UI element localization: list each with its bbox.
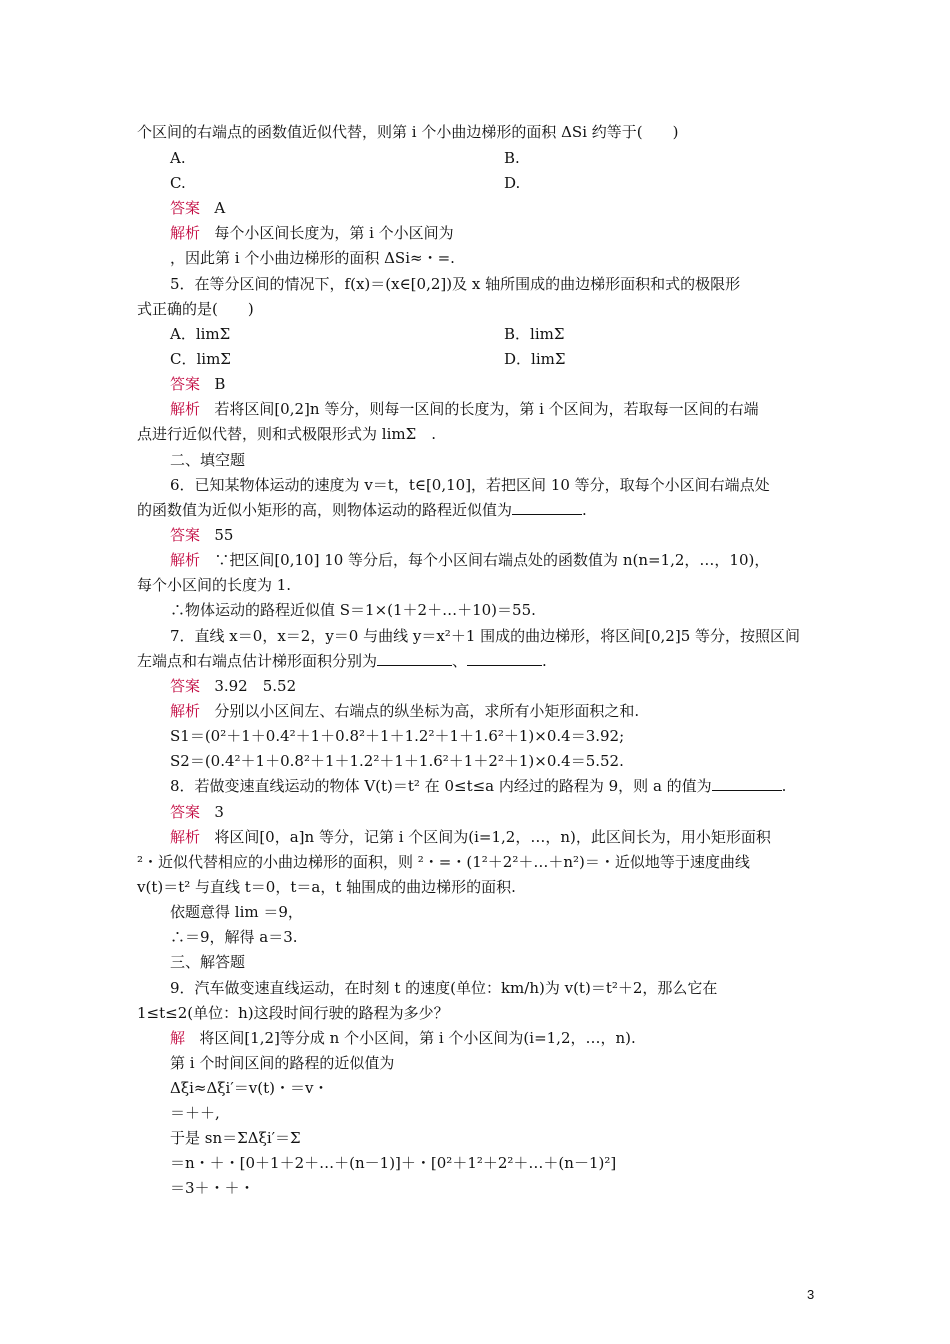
q5-option-d: D．limΣ — [504, 350, 566, 368]
q5-stem-cont: 式正确的是( ) — [137, 300, 254, 318]
section-solution: 三、解答题 — [170, 953, 246, 971]
answer-value: 55 — [214, 526, 234, 544]
q8-conclusion: ∴＝9，解得 a＝3. — [170, 928, 298, 946]
q4-analysis-cont: ，因此第 i 个小曲边梯形的面积 ΔSi≈・=. — [170, 249, 455, 267]
answer-blank — [467, 651, 542, 666]
q6-stem-cont: 的函数值为近似小矩形的高，则物体运动的路程近似值为 . — [137, 501, 587, 519]
q8-analysis-cont: ²・近似代替相应的小曲边梯形的面积，则 ²・=・(1²＋2²＋…＋n²)＝・近似地等于速度曲线 — [137, 853, 750, 871]
section-fill-in: 二、填空题 — [170, 451, 246, 469]
analysis-text: 每个小区间长度为，第 i 个小区间为 — [214, 224, 454, 242]
solution-text: 将区间[1,2]等分成 n 个小区间，第 i 个小区间为(i=1,2，…，n). — [199, 1029, 636, 1047]
q4-answer — [170, 198, 225, 218]
q9-step-5: ＝n・＋・[0＋1＋2＋…＋(n－1)]＋・[0²＋1²＋2²＋…＋(n－1)²] — [170, 1154, 617, 1172]
q9-step-6: ＝3＋・＋・ — [170, 1179, 255, 1197]
q8-stem: 8．若做变速直线运动的物体 V(t)＝t² 在 0≤t≤a 内经过的路程为 9，则 a 的值为 . — [170, 777, 787, 795]
q5-option-a: A．limΣ — [170, 325, 231, 343]
answer-value: 3.92 5.52 — [214, 677, 297, 695]
q9-stem-cont: 1≤t≤2(单位：h)这段时间行驶的路程为多少？ — [137, 1004, 449, 1022]
q7-stem-cont: 左端点和右端点估计梯形面积分别为 、 . — [137, 652, 547, 670]
q4-stem-tail: 个区间的右端点的函数值近似代替，则第 i 个小曲边梯形的面积 ΔSi 约等于( ) — [137, 123, 679, 141]
q9-solution — [170, 1028, 636, 1048]
q9-step-2: Δξi≈Δξi′＝v(t)・＝v・ — [170, 1079, 329, 1097]
q4-analysis — [170, 223, 454, 243]
q6-analysis — [170, 550, 769, 570]
analysis-label: 解析 — [170, 400, 201, 418]
q5-option-c: C．limΣ — [170, 350, 231, 368]
analysis-text: ∵把区间[0,10] 10 等分后，每个小区间右端点处的函数值为 n(n=1,2，…，10)， — [214, 551, 770, 569]
answer-value: 3 — [214, 803, 224, 821]
q4-option-d: D. — [504, 174, 521, 192]
answer-label: 答案 — [170, 526, 201, 544]
q6-analysis-cont: 每个小区间的长度为 1. — [137, 576, 292, 594]
q4-option-c: C. — [170, 174, 186, 192]
q7-analysis — [170, 701, 639, 721]
analysis-text: 若将区间[0,2]n 等分，则每一区间的长度为，第 i 个区间为，若取每一区间的右端 — [214, 400, 759, 418]
analysis-label: 解析 — [170, 224, 201, 242]
q9-stem: 9．汽车做变速直线运动，在时刻 t 的速度(单位：km/h)为 v(t)＝t²＋2，那么它在 — [170, 979, 718, 997]
answer-blank — [377, 651, 452, 666]
q5-stem: 5．在等分区间的情况下，f(x)＝(x∈[0,2])及 x 轴所围成的曲边梯形面积和式的极限形 — [170, 275, 741, 293]
analysis-label: 解析 — [170, 551, 201, 569]
answer-blank — [512, 500, 582, 515]
analysis-label: 解析 — [170, 828, 201, 846]
analysis-label: 解析 — [170, 702, 201, 720]
answer-value: A — [214, 199, 226, 217]
q5-option-b: B．limΣ — [504, 325, 565, 343]
q7-stem: 7．直线 x＝0，x＝2，y＝0 与曲线 y＝x²＋1 围成的曲边梯形，将区间[0,2]5 等分，按照区间 — [170, 627, 801, 645]
q6-answer — [170, 525, 233, 545]
q7-answer — [170, 676, 296, 696]
q9-step-1: 第 i 个时间区间的路程的近似值为 — [170, 1054, 395, 1072]
q7-formula-s1: S1＝(0²＋1＋0.4²＋1＋0.8²＋1＋1.2²＋1＋1.6²＋1)×0.4＝3.92; — [170, 727, 625, 745]
q8-analysis — [170, 827, 771, 847]
q6-analysis-conclusion: ∴物体运动的路程近似值 S＝1×(1＋2＋…＋10)＝55. — [170, 601, 536, 619]
answer-label: 答案 — [170, 199, 201, 217]
q9-step-3: ＝＋＋, — [170, 1104, 220, 1122]
analysis-text: 分别以小区间左、右端点的纵坐标为高，求所有小矩形面积之和. — [214, 702, 640, 720]
q5-analysis-cont: 点进行近似代替，则和式极限形式为 limΣ . — [137, 425, 436, 443]
q9-step-4: 于是 sn＝ΣΔξi′＝Σ — [170, 1129, 301, 1147]
answer-label: 答案 — [170, 375, 201, 393]
answer-label: 答案 — [170, 803, 201, 821]
q8-analysis-cont2: v(t)＝t² 与直线 t＝0，t＝a，t 轴围成的曲边梯形的面积. — [137, 878, 516, 896]
q5-analysis — [170, 399, 759, 419]
answer-label: 答案 — [170, 677, 201, 695]
solution-label: 解 — [170, 1029, 186, 1047]
answer-value: B — [214, 375, 226, 393]
page-number: 3 — [807, 1287, 815, 1302]
q8-limit: 依题意得 lim ＝9， — [170, 903, 303, 921]
q4-option-b: B. — [504, 149, 520, 167]
q4-option-a: A. — [170, 149, 186, 167]
q5-answer — [170, 374, 225, 394]
q6-stem: 6．已知某物体运动的速度为 v＝t，t∈[0,10]，若把区间 10 等分，取每个小区间右端点处 — [170, 476, 770, 494]
q8-answer — [170, 802, 224, 822]
answer-blank — [712, 776, 782, 791]
analysis-text: 将区间[0，a]n 等分，记第 i 个区间为(i=1,2，…，n)，此区间长为，用小矩形面积 — [214, 828, 771, 846]
q7-formula-s2: S2＝(0.4²＋1＋0.8²＋1＋1.2²＋1＋1.6²＋1＋2²＋1)×0.4＝5.52. — [170, 752, 624, 770]
